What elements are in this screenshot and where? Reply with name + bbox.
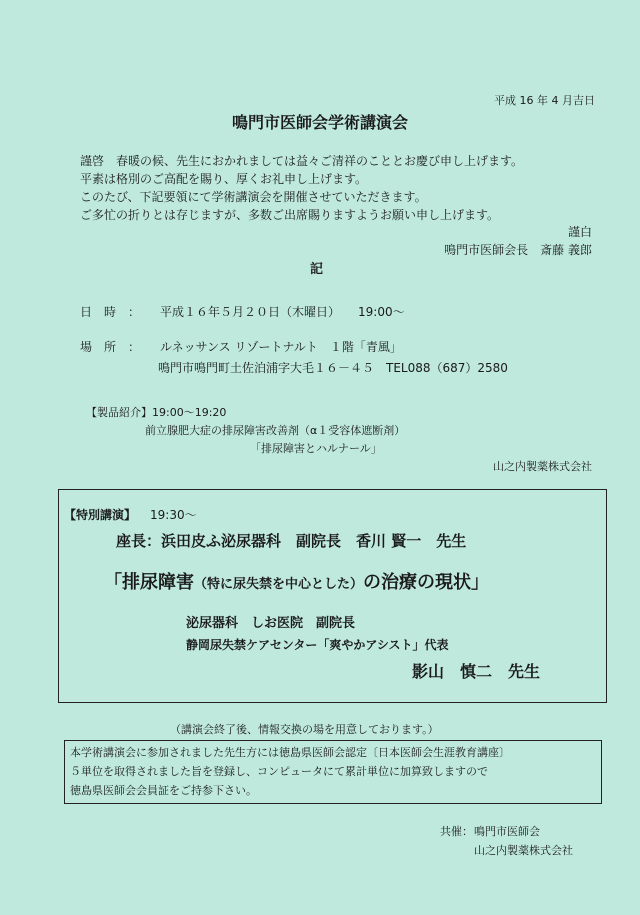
after-note: （講演会終了後、情報交換の場を用意しております。）	[170, 723, 439, 736]
chairperson: 座長：浜田皮ふ泌尿器科 副院長 香川 賢一 先生	[116, 532, 467, 550]
issue-date: 平成 16 年 4 月吉日	[494, 94, 595, 107]
signature: 鳴門市医師会長 斎藤 義郎	[444, 243, 592, 257]
venue-name: ルネッサンス リゾートナルト １階「青風」	[160, 340, 402, 354]
speaker-name: 影山 慎二 先生	[412, 662, 541, 681]
sponsors-label: 共催：	[440, 825, 473, 838]
speaker-affiliation-1: 泌尿器科 しお医院 副院長	[186, 616, 356, 631]
greeting-line-4: ご多忙の折りとは存じますが、多数ご出席賜りますようお願い申し上げます。	[80, 208, 500, 222]
credit-line-1: 本学術講演会に参加されました先生方には徳島県医師会認定〔日本医師会生涯教育講座〕	[70, 746, 510, 759]
credit-line-2: ５単位を取得されました旨を登録し、コンピュータにて累計単位に加算致しますので	[70, 765, 488, 778]
greeting-line-1: 謹啓 春暖の候、先生におかれましては益々ご清祥のこととお慶び申し上げます。	[80, 154, 524, 168]
special-heading: 【特別講演】	[64, 508, 137, 522]
sponsor-org-1: 鳴門市医師会	[474, 825, 540, 838]
lecture-title-paren: （特に尿失禁を中心とした）	[194, 577, 364, 592]
credit-line-3: 徳島県医師会会員証をご持参下さい。	[70, 784, 257, 797]
venue-address: 鳴門市鳴門町土佐泊浦字大毛１６－４５ TEL088（687）2580	[158, 361, 508, 375]
ki-heading: 記	[310, 262, 324, 277]
product-line-2: 「排尿障害とハルナール」	[250, 442, 382, 455]
closing: 謹白	[567, 225, 592, 239]
product-company: 山之内製薬株式会社	[493, 460, 592, 473]
venue-label: 場 所 ：	[80, 340, 141, 354]
speaker-affiliation-2: 静岡尿失禁ケアセンター「爽やかアシスト」代表	[186, 638, 449, 652]
lecture-title-close: の治療の現状」	[363, 572, 490, 593]
product-line-1: 前立腺肥大症の排尿障害改善剤（α１受容体遮断剤）	[145, 424, 406, 437]
datetime-value: 平成１６年５月２０日（木曜日） 19:00～	[160, 305, 405, 319]
special-time: 19:30～	[150, 508, 197, 522]
lecture-title	[104, 568, 489, 594]
page-title: 鳴門市医師会学術講演会	[231, 113, 408, 132]
lecture-title-open: 「排尿障害	[104, 572, 194, 593]
datetime-label: 日 時 ：	[80, 305, 141, 319]
greeting-line-2: 平素は格別のご高配を賜り、厚くお礼申し上げます。	[80, 172, 368, 186]
product-heading: 【製品紹介】19:00～19:20	[86, 406, 227, 419]
sponsor-org-2: 山之内製薬株式会社	[474, 844, 573, 857]
greeting-line-3: このたび、下記要領にて学術講演会を開催させていただきます。	[80, 190, 427, 204]
